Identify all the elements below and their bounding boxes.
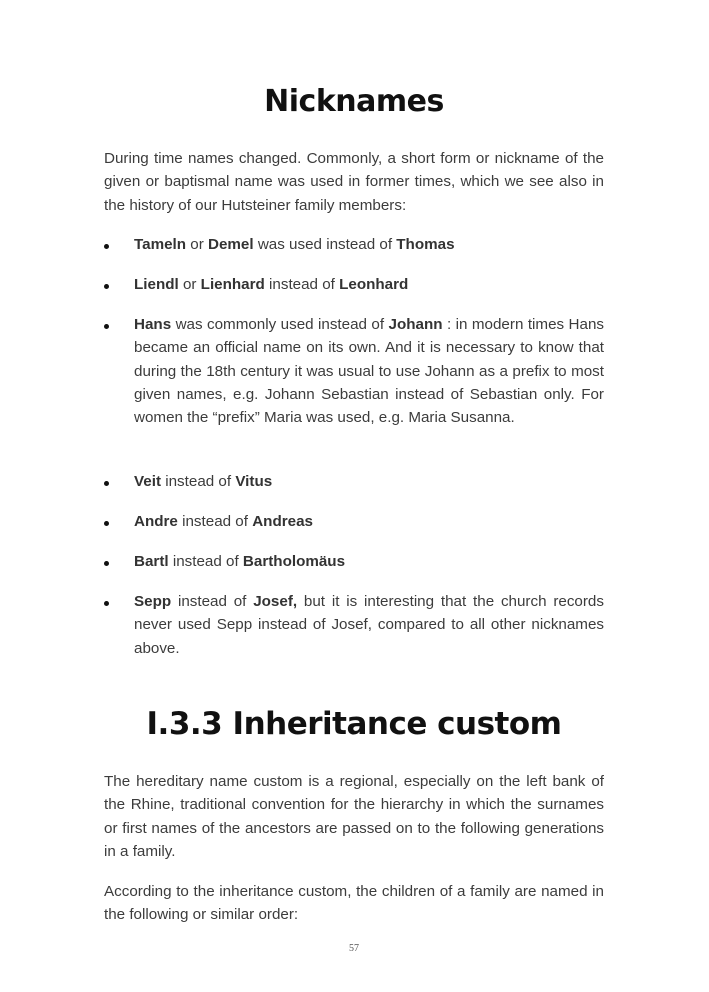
inheritance-order-paragraph: According to the inheritance custom, the children of a family are named in the following or similar order:: [104, 883, 604, 924]
bullet-icon: [104, 244, 109, 249]
bullet-icon: [104, 521, 109, 526]
given-name-term: Leonhard: [339, 276, 409, 293]
given-name-term: Johann: [388, 316, 443, 333]
bullet-icon: [104, 561, 109, 566]
section-title-nicknames: Nicknames: [264, 84, 444, 119]
bullet-icon: [104, 324, 109, 329]
nickname-term: Lienhard: [200, 276, 265, 293]
intro-paragraph: During time names changed. Commonly, a short form or nickname of the given or baptismal name was used in former times, which we see also in the history of our Hutsteiner family members:: [104, 150, 604, 214]
nickname-term: Tameln: [134, 236, 187, 253]
given-name-term: Josef,: [253, 593, 298, 610]
page-number: 57: [349, 943, 359, 954]
nickname-term: Sepp: [134, 593, 172, 610]
bullet-icon: [104, 481, 109, 486]
given-name-term: Bartholomäus: [242, 553, 346, 570]
given-name-term: Vitus: [235, 473, 273, 490]
heredity-paragraph: The hereditary name custom is a regional, especially on the left bank of the Rhine, traditional convention for the hierarchy in which the surnames or first names of the ancestors are passed on to the following generations in a family.: [104, 773, 604, 860]
given-name-term: Andreas: [252, 513, 313, 530]
nickname-term: Bartl: [134, 553, 169, 570]
nickname-term: Andre: [134, 513, 178, 530]
nickname-term: Demel: [208, 236, 254, 253]
bullet-icon: [104, 284, 109, 289]
nickname-term: Hans: [134, 316, 172, 333]
bullet-icon: [104, 601, 109, 606]
given-name-term: Thomas: [396, 236, 455, 253]
nickname-term: Liendl: [134, 276, 179, 293]
nickname-term: Veit: [134, 473, 162, 490]
section-title-inheritance: I.3.3 Inheritance custom: [146, 706, 562, 742]
